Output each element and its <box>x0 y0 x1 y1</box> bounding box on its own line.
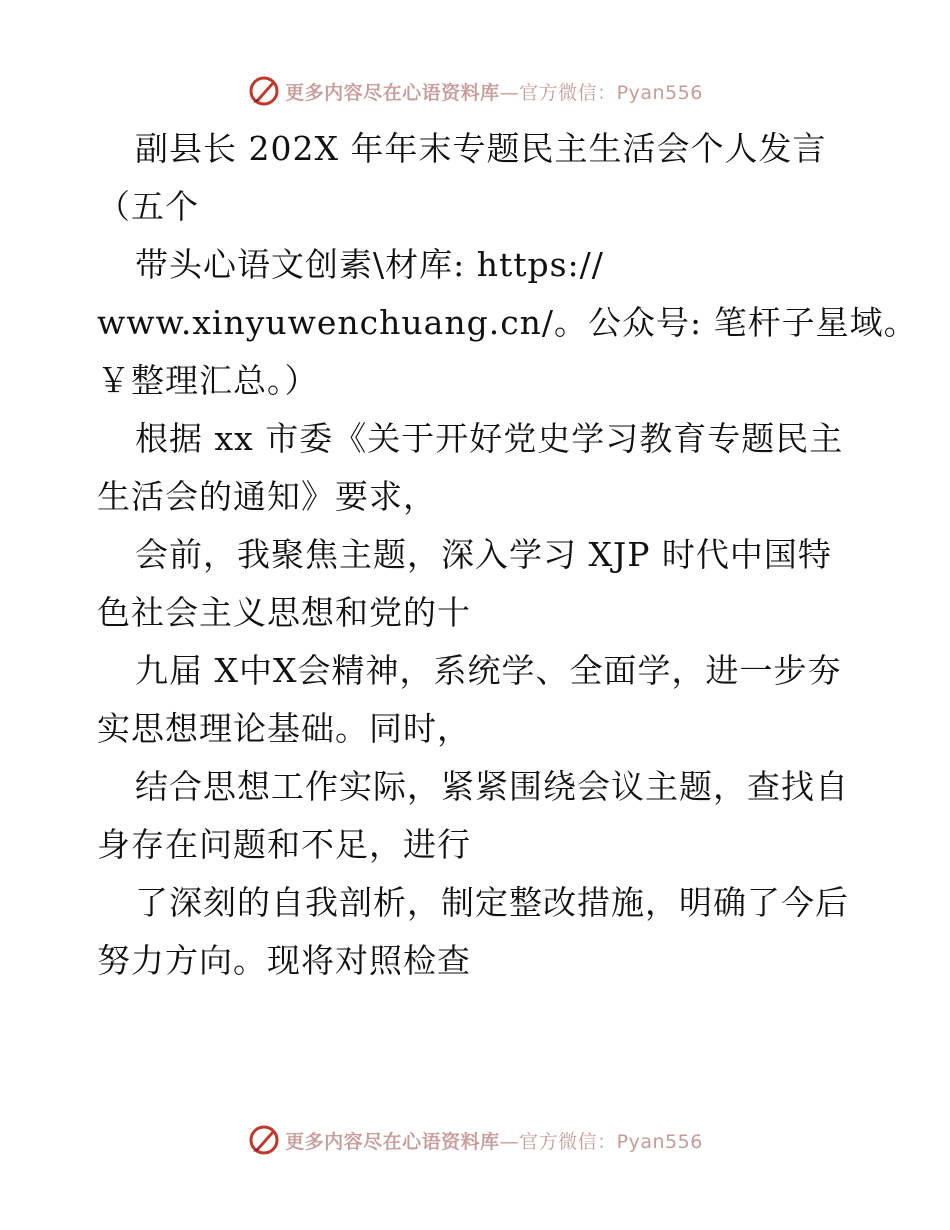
document-line: 根据 xx 市委《关于开好党史学习教育专题民主 <box>135 419 844 458</box>
watermark-text-rest: —官方微信：Pyan556 <box>499 81 703 104</box>
document-line: www.xinyuwenchuang.cn/。公众号: 笔杆子星域。 <box>97 303 918 342</box>
watermark-text <box>285 78 703 105</box>
document-line: （五个 <box>97 187 199 226</box>
watermark-banner-bottom <box>0 1120 950 1160</box>
watermark-text-main: 更多内容尽在心语资料库 <box>285 81 500 104</box>
document-line: 结合思想工作实际，紧紧围绕会议主题，查找自 <box>135 767 849 806</box>
document-line: 身存在问题和不足，进行 <box>97 825 471 864</box>
document-line: 实思想理论基础。同时， <box>97 709 471 748</box>
quill-pen-logo-icon <box>247 74 281 108</box>
document-line: 带头心语文创素\材库: https:// <box>135 245 604 284</box>
document-body <box>97 120 918 990</box>
watermark-banner-top <box>0 71 950 111</box>
quill-pen-logo-icon <box>247 1123 281 1157</box>
document-line: 生活会的通知》要求， <box>97 477 437 516</box>
watermark-text-main: 更多内容尽在心语资料库 <box>285 1130 500 1153</box>
watermark-text <box>285 1127 703 1154</box>
watermark-text-rest: —官方微信：Pyan556 <box>499 1130 703 1153</box>
document-line: 色社会主义思想和党的十 <box>97 593 471 632</box>
document-line: 副县长 202X 年年末专题民主生活会个人发言 <box>135 129 827 168</box>
document-line: 九届 X中X会精神，系统学、全面学，进一步夯 <box>135 651 842 690</box>
document-line: ￥整理汇总。） <box>97 361 319 400</box>
document-line: 了深刻的自我剖析，制定整改措施，明确了今后 <box>135 883 849 922</box>
document-line: 努力方向。现将对照检查 <box>97 941 471 980</box>
document-line: 会前，我聚焦主题，深入学习 XJP 时代中国特 <box>135 535 832 574</box>
